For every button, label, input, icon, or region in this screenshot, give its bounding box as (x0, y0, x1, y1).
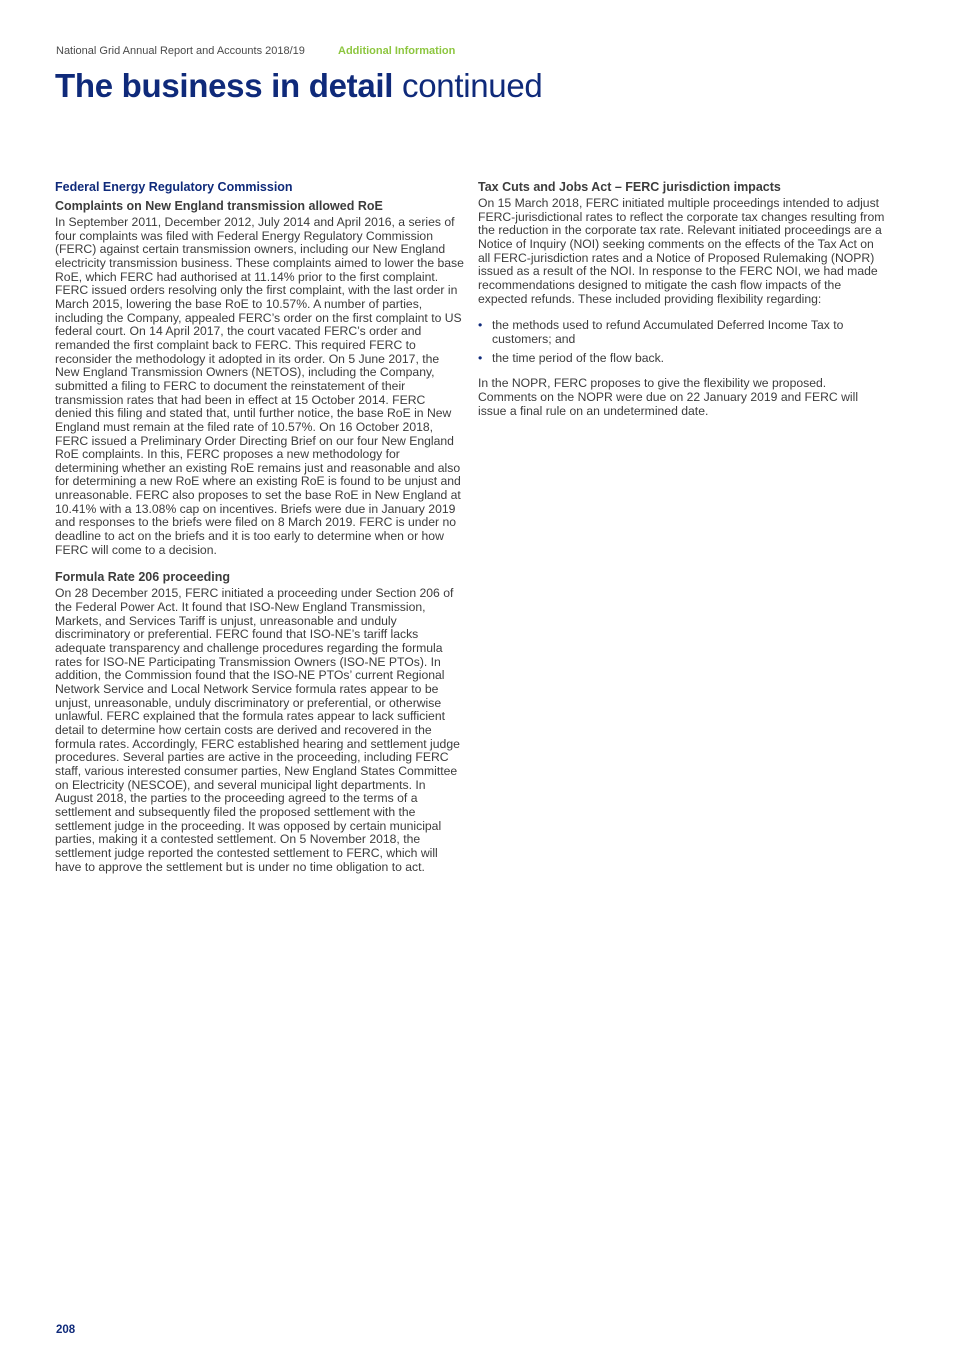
page-title (55, 66, 542, 106)
page-title-main: The business in detail (55, 67, 394, 104)
list-item-text: the time period of the flow back. (492, 350, 665, 365)
paragraph-formula-rate: On 28 December 2015, FERC initiated a proceeding under Section 206 of the Federal Power Act. It found that ISO-New England Transmission, Markets, and Services Tariff is unjust, unreasonable and unduly discriminatory or preferential. FERC found that ISO-NE’s tariff lacks adequate transparency and challenge procedures regarding the formula rates for ISO-NE Participating Transmission Owners (ISO-NE PTOs). In addition, the Commission found that the ISO-NE PTOs’ current Regional Network Service and Local Network Service formula rates appear to be unjust, unreasonable, unduly discriminatory or preferential, or otherwise unlawful. FERC explained that the formula rates appear to lack sufficient detail to determine how certain costs are derived and recovered in the formula rates. Accordingly, FERC established hearing and settlement judge procedures. Several parties are active in the proceeding, including FERC staff, various interested consumer parties, New England States Committee on Electricity (NESCOE), and several municipal light departments. In August 2018, the parties to the proceeding agreed to the terms of a settlement and subsequently filed the proposed settlement with the settlement judge in the proceeding. It was opposed by certain municipal parties, making it a contested settlement. On 5 November 2018, the settlement judge reported the contested settlement to FERC, which will have to approve the settlement but is under no time obligation to act. (55, 586, 460, 874)
bullet-icon: • (478, 350, 483, 365)
bullet-icon: • (478, 318, 483, 333)
subheading-complaints: Complaints on New England transmission allowed RoE (55, 199, 383, 213)
running-header (56, 45, 456, 57)
section-heading-ferc: Federal Energy Regulatory Commission (55, 180, 293, 194)
left-column (55, 180, 465, 887)
right-column (478, 180, 888, 431)
paragraph-tax-cuts: On 15 March 2018, FERC initiated multiple proceedings intended to adjust FERC-jurisdictional rates to reflect the corporate tax changes resulting from the reduction in the corporate tax rate. Relevant initiated proceedings are a Notice of Inquiry (NOI) seeking comments on the effects of the Tax Act on all FERC-jurisdiction rates and a Notice of Proposed Rulemaking (NOPR) issued as a result of the NOI. In response to the FERC NOI, we had made recommendations designed to mitigate the cash flow impacts of the expected refunds. These included providing flexibility regarding: (478, 196, 885, 306)
subheading-tax-cuts: Tax Cuts and Jobs Act – FERC jurisdiction impacts (478, 180, 781, 194)
paragraph-nopr: In the NOPR, FERC proposes to give the flexibility we proposed. Comments on the NOPR were due on 22 January 2019 and FERC will issue a final rule on an undetermined date. (478, 376, 859, 418)
list-item (478, 352, 888, 366)
paragraph-complaints: In September 2011, December 2012, July 2014 and April 2016, a series of four complaints was filed with Federal Energy Regulatory Commission (FERC) against certain transmission owners, including our New England electricity transmission business. These complaints aimed to lower the base RoE, which FERC had authorised at 11.14% prior to the first complaint. FERC issued orders resolving only the first complaint, with the last order in March 2015, lowering the base RoE to 10.57%. A number of parties, including the Company, appealed FERC’s order on the first complaint to US federal court. On 14 April 2017, the court vacated FERC’s order and remanded the first complaint back to FERC. This required FERC to reconsider the methodology it adopted in its order. On 5 June 2017, the New England Transmission Owners (NETOS), including the Company, submitted a filing to FERC to document the reinstatement of their transmission rates that had been in effect at 15 October 2014. FERC denied this filing and stated that, until further notice, the base RoE in New England must remain at the filed rate of 10.57%. On 16 October 2018, FERC issued a Preliminary Order Directing Brief on our four New England RoE complaints. In this, FERC proposes a new methodology for determining whether an existing RoE remains just and reasonable and also for determining a new RoE where an existing RoE is found to be unjust and unreasonable. FERC also proposes to set the base RoE in New England at 10.41% with a 13.08% cap on incentives. Briefs were due in January 2019 and responses to the briefs were filed on 8 March 2019. FERC is under no deadline to act on the briefs and it is too early to determine when or how FERC will come to a decision. (55, 215, 464, 557)
page-title-continued: continued (393, 67, 543, 104)
section-label: Additional Information (338, 45, 456, 57)
page-number: 208 (56, 1324, 76, 1336)
bullet-list (478, 319, 888, 365)
report-name: National Grid Annual Report and Accounts 2018/19 (56, 45, 305, 57)
list-item-text: the methods used to refund Accumulated Deferred Income Tax to customers; and (492, 318, 844, 346)
subheading-formula-rate: Formula Rate 206 proceeding (55, 570, 231, 585)
list-item (478, 319, 888, 346)
